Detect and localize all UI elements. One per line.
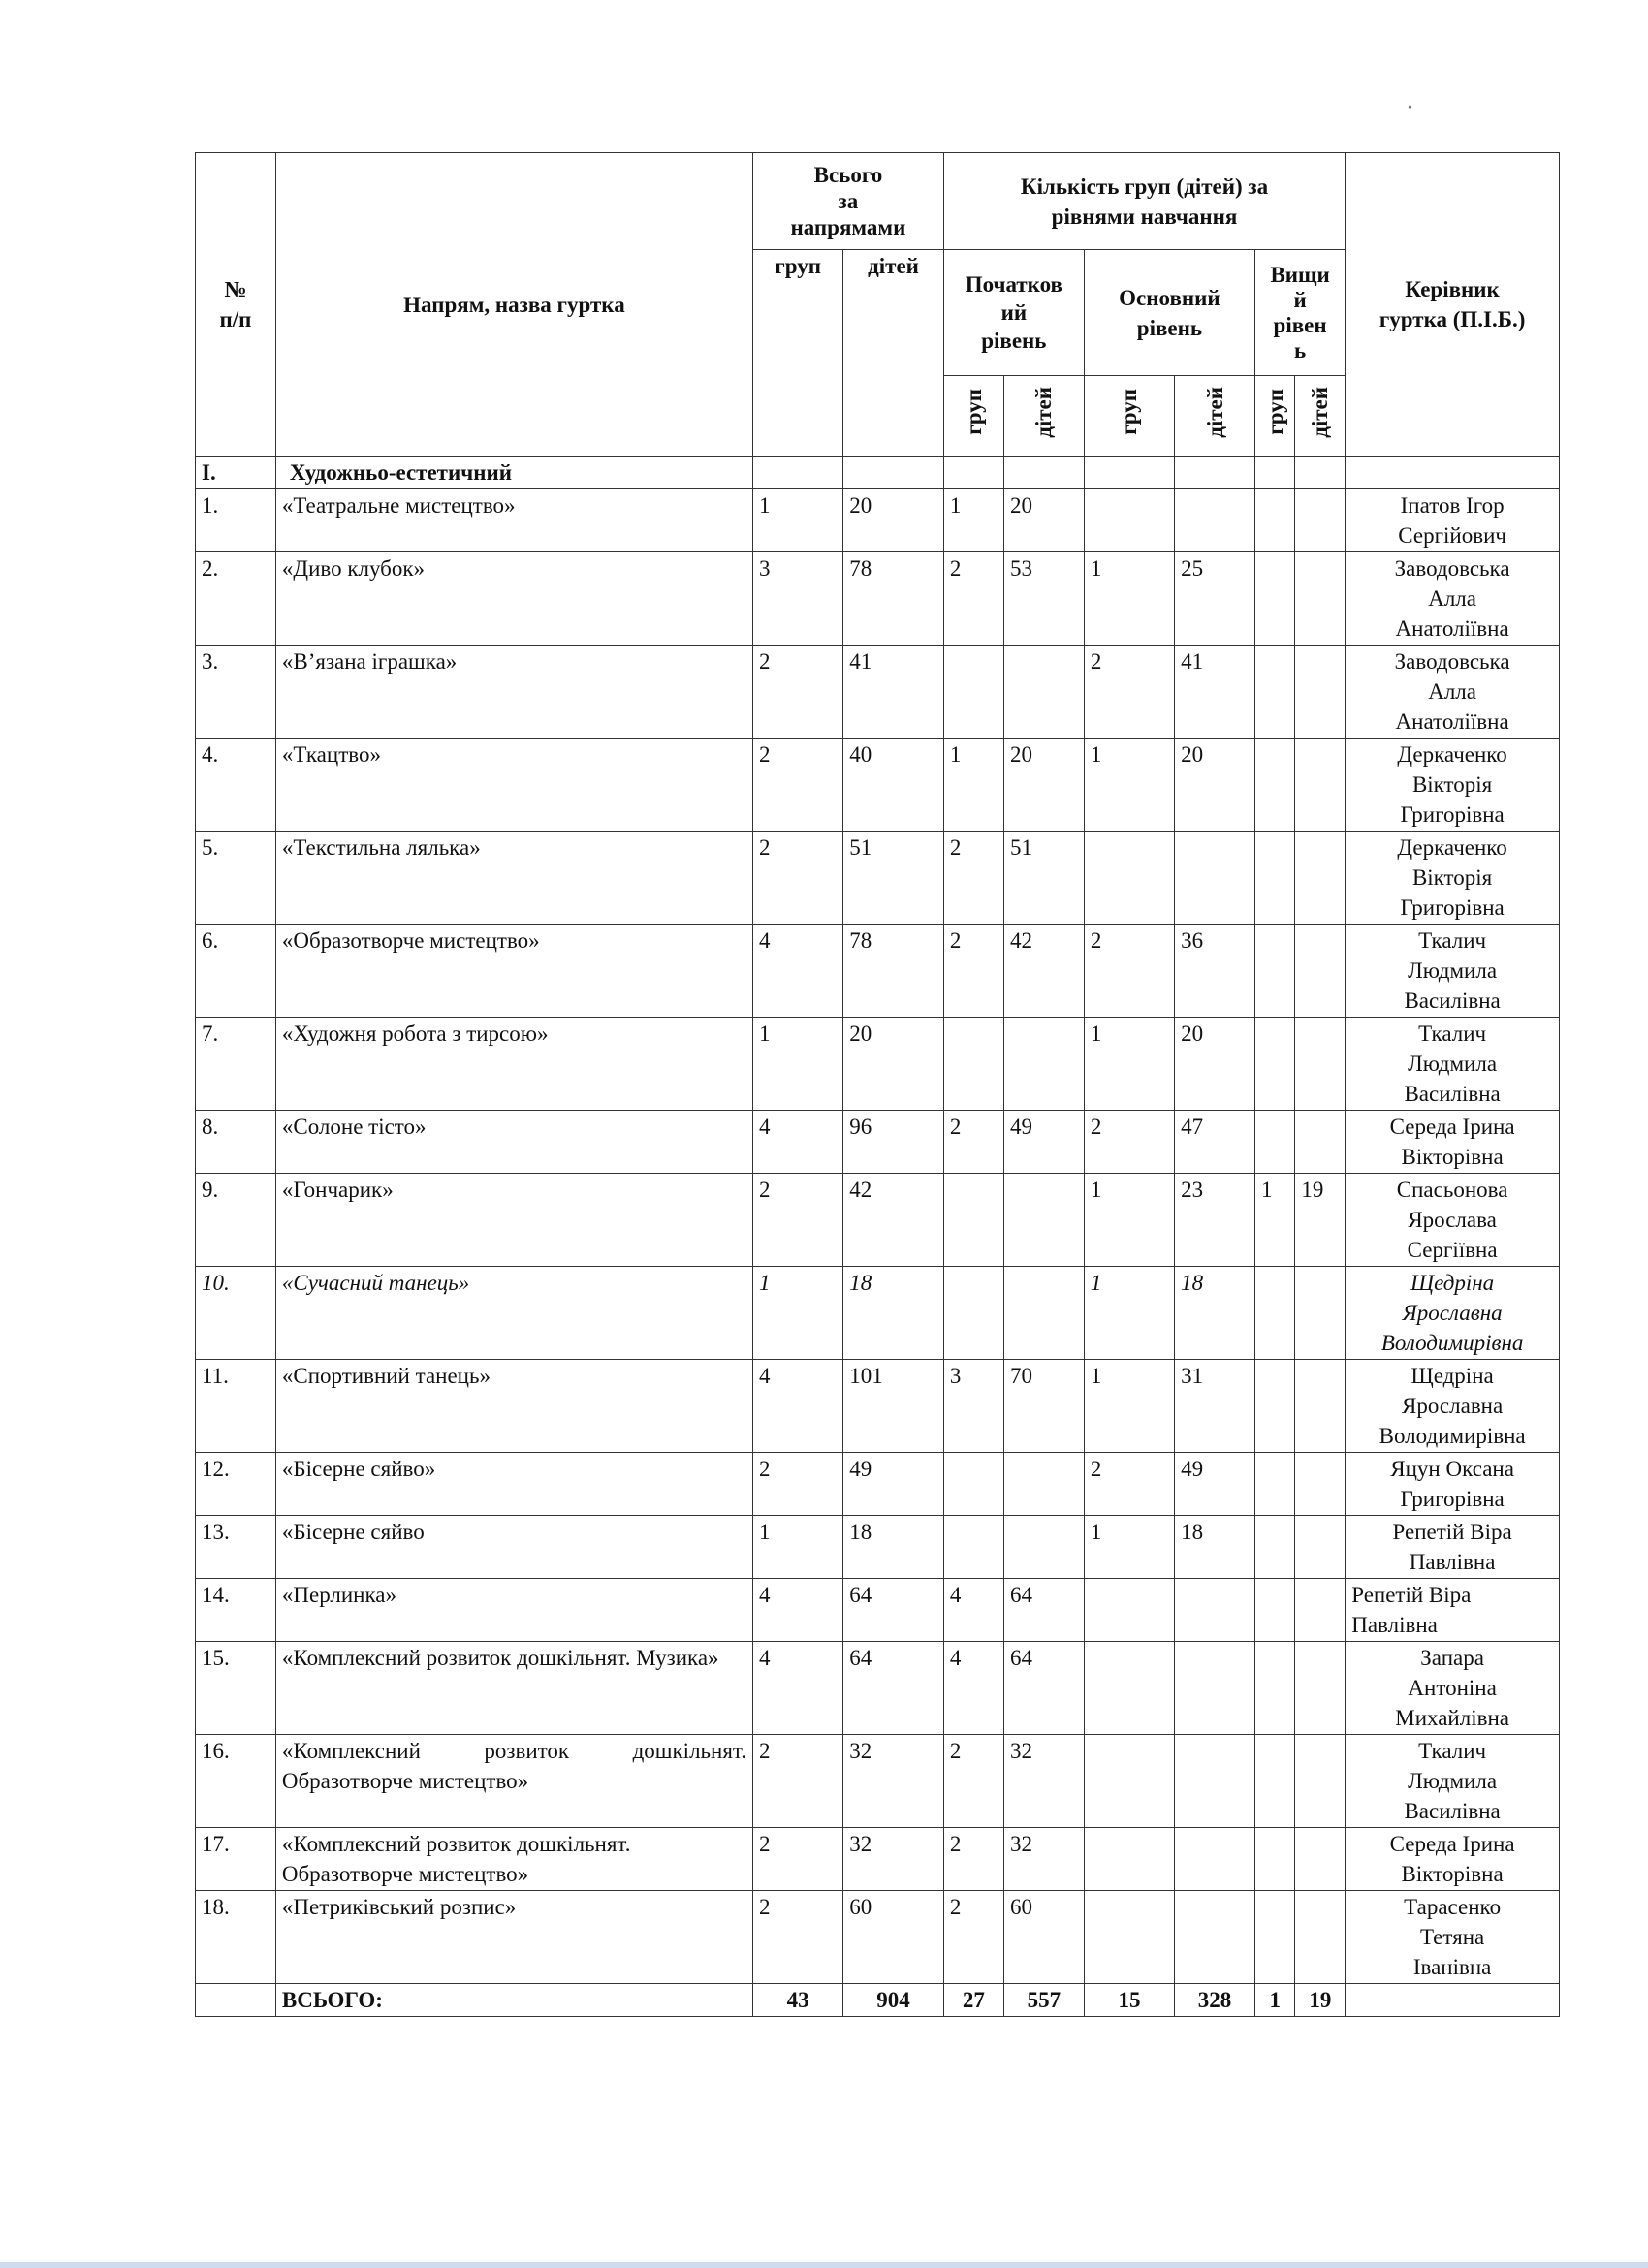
row-number: 7.: [196, 1018, 276, 1111]
cell-initial-groups: 2: [943, 832, 1003, 925]
cell-children: 49: [843, 1453, 944, 1516]
total-initial-groups: 27: [943, 1984, 1003, 2017]
cell-basic-groups: 1: [1084, 739, 1174, 832]
cell-children: 78: [843, 925, 944, 1018]
cell-groups: 4: [753, 1360, 843, 1453]
table-row: [196, 1174, 1560, 1267]
row-number: 18.: [196, 1891, 276, 1984]
cell-basic-children: 31: [1175, 1360, 1255, 1453]
cell-groups: 1: [753, 1267, 843, 1360]
header-levels: Кількість груп (дітей) за рівнями навчання: [943, 153, 1345, 250]
table-row: [196, 1642, 1560, 1735]
section-title: Художньо-естетичний: [275, 457, 752, 489]
table-row: [196, 1267, 1560, 1360]
cell-basic-children: [1175, 1828, 1255, 1891]
header-basic-level: Основний рівень: [1084, 250, 1254, 376]
cell-higher-groups: [1254, 1111, 1294, 1174]
cell-initial-groups: 2: [943, 925, 1003, 1018]
row-number: 9.: [196, 1174, 276, 1267]
cell-higher-children: [1295, 739, 1346, 832]
total-higher-children: 19: [1295, 1984, 1346, 2017]
cell-initial-groups: 2: [943, 1735, 1003, 1828]
table-row: [196, 1453, 1560, 1516]
cell-children: 51: [843, 832, 944, 925]
cell-initial-groups: 1: [943, 739, 1003, 832]
cell-basic-children: [1175, 832, 1255, 925]
table-row: [196, 1828, 1560, 1891]
cell-initial-groups: 2: [943, 552, 1003, 646]
club-leader: Ткалич Людмила Василівна: [1346, 1735, 1560, 1828]
cell-initial-children: 51: [1003, 832, 1084, 925]
cell-basic-groups: 1: [1084, 1516, 1174, 1579]
club-leader: Середа Ірина Вікторівна: [1346, 1828, 1560, 1891]
header-name: Напрям, назва гуртка: [275, 153, 752, 457]
header-total-children: дітей: [843, 250, 944, 457]
club-name: «Спортивний танець»: [275, 1360, 752, 1453]
cell-initial-groups: [943, 1516, 1003, 1579]
table-row: [196, 832, 1560, 925]
cell-basic-groups: [1084, 1735, 1174, 1828]
table-header: [196, 153, 1560, 457]
cell-initial-children: 53: [1003, 552, 1084, 646]
club-name: «Диво клубок»: [275, 552, 752, 646]
cell-initial-children: 70: [1003, 1360, 1084, 1453]
cell-groups: 4: [753, 1111, 843, 1174]
cell-initial-groups: 4: [943, 1642, 1003, 1735]
cell-groups: 2: [753, 646, 843, 739]
cell-basic-groups: 2: [1084, 1453, 1174, 1516]
cell-basic-children: 20: [1175, 1018, 1255, 1111]
cell-basic-children: 18: [1175, 1516, 1255, 1579]
cell-initial-children: 32: [1003, 1828, 1084, 1891]
club-leader: Щедріна Ярославна Володимирівна: [1346, 1267, 1560, 1360]
cell-higher-children: [1295, 552, 1346, 646]
cell-initial-groups: [943, 1453, 1003, 1516]
cell-basic-children: 25: [1175, 552, 1255, 646]
cell-basic-groups: 1: [1084, 1267, 1174, 1360]
cell-higher-children: [1295, 1516, 1346, 1579]
table-row: [196, 1891, 1560, 1984]
cell-initial-children: [1003, 1018, 1084, 1111]
cell-higher-children: [1295, 1891, 1346, 1984]
table-row: [196, 1735, 1560, 1828]
club-name: «Бісерне сяйво: [275, 1516, 752, 1579]
total-children: 904: [843, 1984, 944, 2017]
header-num: № п/п: [196, 153, 276, 457]
club-name: «Комплексний розвиток дошкільнят. Образотворче мистецтво»: [275, 1735, 752, 1828]
cell-initial-children: [1003, 1453, 1084, 1516]
row-number: 13.: [196, 1516, 276, 1579]
header-basic-groups: [1084, 376, 1174, 457]
cell-children: 18: [843, 1267, 944, 1360]
row-number: 8.: [196, 1111, 276, 1174]
cell-basic-children: [1175, 1735, 1255, 1828]
cell-children: 42: [843, 1174, 944, 1267]
cell-higher-children: [1295, 1453, 1346, 1516]
header-initial-level: Початков ий рівень: [943, 250, 1084, 376]
table-body: [196, 457, 1560, 2017]
row-number: 12.: [196, 1453, 276, 1516]
vertical-label: груп: [1262, 389, 1287, 435]
cell-groups: 1: [753, 1516, 843, 1579]
total-label: ВСЬОГО:: [275, 1984, 752, 2017]
vertical-label: дітей: [1308, 386, 1333, 438]
vertical-label: груп: [1117, 389, 1142, 435]
club-leader: Заводовська Алла Анатоліївна: [1346, 646, 1560, 739]
vertical-label: дітей: [1202, 386, 1227, 438]
cell-higher-groups: [1254, 1018, 1294, 1111]
vertical-label: дітей: [1031, 386, 1057, 438]
club-name: «Комплексний розвиток дошкільнят. Музика»: [275, 1642, 752, 1735]
cell-basic-groups: [1084, 1579, 1174, 1642]
cell-higher-children: [1295, 1111, 1346, 1174]
cell-initial-groups: [943, 1018, 1003, 1111]
section-row: [196, 457, 1560, 489]
cell-higher-children: [1295, 1642, 1346, 1735]
cell-higher-children: [1295, 489, 1346, 552]
cell-initial-children: [1003, 1267, 1084, 1360]
club-name: «Комплексний розвиток дошкільнят. Образотворче мистецтво»: [275, 1828, 752, 1891]
cell-initial-groups: [943, 1174, 1003, 1267]
total-initial-children: 557: [1003, 1984, 1084, 2017]
header-total: Всього за напрямами: [753, 153, 944, 250]
table-row: [196, 1111, 1560, 1174]
cell-higher-groups: 1: [1254, 1174, 1294, 1267]
row-number: 10.: [196, 1267, 276, 1360]
club-name: «В’язана іграшка»: [275, 646, 752, 739]
cell-children: 41: [843, 646, 944, 739]
cell-basic-children: 23: [1175, 1174, 1255, 1267]
cell-higher-groups: [1254, 552, 1294, 646]
cell-initial-groups: 2: [943, 1111, 1003, 1174]
club-leader: Ткалич Людмила Василівна: [1346, 925, 1560, 1018]
cell-basic-groups: 1: [1084, 552, 1174, 646]
cell-basic-groups: [1084, 1642, 1174, 1735]
cell-children: 18: [843, 1516, 944, 1579]
club-name: «Гончарик»: [275, 1174, 752, 1267]
cell-groups: 2: [753, 1891, 843, 1984]
cell-higher-groups: [1254, 1579, 1294, 1642]
row-number: 17.: [196, 1828, 276, 1891]
table-row: [196, 1579, 1560, 1642]
club-leader: Тарасенко Тетяна Іванівна: [1346, 1891, 1560, 1984]
cell-higher-groups: [1254, 1516, 1294, 1579]
cell-initial-children: 64: [1003, 1579, 1084, 1642]
cell-groups: 4: [753, 925, 843, 1018]
cell-higher-groups: [1254, 832, 1294, 925]
row-number: 16.: [196, 1735, 276, 1828]
table-row: [196, 1360, 1560, 1453]
cell-children: 96: [843, 1111, 944, 1174]
cell-basic-children: 49: [1175, 1453, 1255, 1516]
cell-higher-groups: [1254, 1453, 1294, 1516]
cell-basic-groups: 1: [1084, 1018, 1174, 1111]
club-leader: Деркаченко Вікторія Григорівна: [1346, 739, 1560, 832]
cell-children: 60: [843, 1891, 944, 1984]
table-row: [196, 925, 1560, 1018]
club-leader: Середа Ірина Вікторівна: [1346, 1111, 1560, 1174]
header-higher-groups: [1254, 376, 1294, 457]
cell-initial-children: 20: [1003, 739, 1084, 832]
club-leader: Деркаченко Вікторія Григорівна: [1346, 832, 1560, 925]
cell-children: 32: [843, 1828, 944, 1891]
cell-basic-children: 36: [1175, 925, 1255, 1018]
cell-groups: 1: [753, 1018, 843, 1111]
cell-higher-children: 19: [1295, 1174, 1346, 1267]
cell-basic-children: [1175, 1579, 1255, 1642]
header-initial-children: [1003, 376, 1084, 457]
cell-basic-children: 41: [1175, 646, 1255, 739]
cell-initial-children: [1003, 1516, 1084, 1579]
club-name: «Художня робота з тирсою»: [275, 1018, 752, 1111]
club-name: «Солоне тісто»: [275, 1111, 752, 1174]
header-total-groups: груп: [753, 250, 843, 457]
row-number: 15.: [196, 1642, 276, 1735]
row-number: 1.: [196, 489, 276, 552]
header-basic-children: [1175, 376, 1255, 457]
cell-groups: 1: [753, 489, 843, 552]
cell-groups: 2: [753, 1828, 843, 1891]
cell-groups: 2: [753, 739, 843, 832]
cell-groups: 2: [753, 1174, 843, 1267]
cell-basic-groups: [1084, 1891, 1174, 1984]
cell-initial-groups: 2: [943, 1891, 1003, 1984]
cell-initial-children: 32: [1003, 1735, 1084, 1828]
club-name: «Перлинка»: [275, 1579, 752, 1642]
cell-higher-groups: [1254, 1267, 1294, 1360]
table-row: [196, 739, 1560, 832]
club-leader: Ткалич Людмила Василівна: [1346, 1018, 1560, 1111]
cell-higher-groups: [1254, 489, 1294, 552]
cell-initial-children: 42: [1003, 925, 1084, 1018]
cell-initial-groups: [943, 1267, 1003, 1360]
cell-basic-children: 47: [1175, 1111, 1255, 1174]
cell-basic-groups: 2: [1084, 925, 1174, 1018]
club-name: «Петриківський розпис»: [275, 1891, 752, 1984]
club-leader: Репетій Віра Павлівна: [1346, 1516, 1560, 1579]
cell-higher-groups: [1254, 739, 1294, 832]
cell-children: 64: [843, 1579, 944, 1642]
cell-initial-children: 49: [1003, 1111, 1084, 1174]
cell-basic-children: 18: [1175, 1267, 1255, 1360]
row-number: 3.: [196, 646, 276, 739]
cell-initial-children: 60: [1003, 1891, 1084, 1984]
section-num: І.: [196, 457, 276, 489]
cell-groups: 2: [753, 1735, 843, 1828]
club-leader: Спасьонова Ярослава Сергіївна: [1346, 1174, 1560, 1267]
club-name: «Ткацтво»: [275, 739, 752, 832]
cell-basic-groups: 1: [1084, 1360, 1174, 1453]
clubs-table: [195, 152, 1560, 2017]
cell-higher-children: [1295, 925, 1346, 1018]
row-number: 2.: [196, 552, 276, 646]
cell-higher-groups: [1254, 1891, 1294, 1984]
header-higher-children: [1295, 376, 1346, 457]
header-higher-level: Вищи й рівен ь: [1254, 250, 1345, 376]
table-row: [196, 489, 1560, 552]
cell-basic-groups: [1084, 832, 1174, 925]
club-leader: Репетій Віра Павлівна: [1346, 1579, 1560, 1642]
scan-speck: •: [1408, 101, 1412, 115]
row-number: 11.: [196, 1360, 276, 1453]
cell-groups: 2: [753, 832, 843, 925]
row-number: 14.: [196, 1579, 276, 1642]
scan-edge: [0, 2262, 1648, 2268]
row-number: 6.: [196, 925, 276, 1018]
total-row: [196, 1984, 1560, 2017]
vertical-label: груп: [961, 389, 986, 435]
cell-children: 64: [843, 1642, 944, 1735]
cell-groups: 4: [753, 1579, 843, 1642]
cell-higher-groups: [1254, 925, 1294, 1018]
cell-basic-groups: 2: [1084, 1111, 1174, 1174]
club-leader: Щедріна Ярославна Володимирівна: [1346, 1360, 1560, 1453]
cell-initial-children: 64: [1003, 1642, 1084, 1735]
header-leader: Керівник гуртка (П.І.Б.): [1346, 153, 1560, 457]
cell-basic-groups: 1: [1084, 1174, 1174, 1267]
total-higher-groups: 1: [1254, 1984, 1294, 2017]
cell-children: 40: [843, 739, 944, 832]
cell-initial-groups: 4: [943, 1579, 1003, 1642]
cell-basic-groups: [1084, 489, 1174, 552]
club-name: «Театральне мистецтво»: [275, 489, 752, 552]
cell-initial-children: 20: [1003, 489, 1084, 552]
club-leader: Яцун Оксана Григорівна: [1346, 1453, 1560, 1516]
cell-basic-children: [1175, 1642, 1255, 1735]
club-leader: Запара Антоніна Михайлівна: [1346, 1642, 1560, 1735]
cell-higher-children: [1295, 1018, 1346, 1111]
cell-basic-children: [1175, 489, 1255, 552]
club-name: «Сучасний танець»: [275, 1267, 752, 1360]
cell-higher-groups: [1254, 646, 1294, 739]
club-name: «Образотворче мистецтво»: [275, 925, 752, 1018]
cell-initial-groups: 2: [943, 1828, 1003, 1891]
cell-higher-groups: [1254, 1360, 1294, 1453]
row-number: 4.: [196, 739, 276, 832]
cell-children: 32: [843, 1735, 944, 1828]
total-basic-groups: 15: [1084, 1984, 1174, 2017]
cell-higher-children: [1295, 646, 1346, 739]
cell-groups: 4: [753, 1642, 843, 1735]
cell-initial-groups: [943, 646, 1003, 739]
club-name: «Текстильна лялька»: [275, 832, 752, 925]
club-leader: Заводовська Алла Анатоліївна: [1346, 552, 1560, 646]
table-row: [196, 646, 1560, 739]
cell-initial-groups: 1: [943, 489, 1003, 552]
cell-children: 78: [843, 552, 944, 646]
cell-children: 101: [843, 1360, 944, 1453]
table-row: [196, 552, 1560, 646]
header-initial-groups: [943, 376, 1003, 457]
cell-higher-groups: [1254, 1828, 1294, 1891]
cell-basic-children: 20: [1175, 739, 1255, 832]
cell-groups: 3: [753, 552, 843, 646]
cell-higher-children: [1295, 1735, 1346, 1828]
cell-initial-children: [1003, 646, 1084, 739]
cell-higher-groups: [1254, 1642, 1294, 1735]
cell-basic-children: [1175, 1891, 1255, 1984]
total-basic-children: 328: [1175, 1984, 1255, 2017]
cell-basic-groups: 2: [1084, 646, 1174, 739]
cell-children: 20: [843, 489, 944, 552]
cell-higher-children: [1295, 832, 1346, 925]
row-number: 5.: [196, 832, 276, 925]
cell-initial-children: [1003, 1174, 1084, 1267]
cell-higher-children: [1295, 1360, 1346, 1453]
table-row: [196, 1018, 1560, 1111]
club-name: «Бісерне сяйво»: [275, 1453, 752, 1516]
cell-higher-groups: [1254, 1735, 1294, 1828]
cell-higher-children: [1295, 1828, 1346, 1891]
cell-initial-groups: 3: [943, 1360, 1003, 1453]
total-groups: 43: [753, 1984, 843, 2017]
table-row: [196, 1516, 1560, 1579]
cell-basic-groups: [1084, 1828, 1174, 1891]
cell-groups: 2: [753, 1453, 843, 1516]
cell-children: 20: [843, 1018, 944, 1111]
club-leader: Іпатов Ігор Сергійович: [1346, 489, 1560, 552]
cell-higher-children: [1295, 1579, 1346, 1642]
cell-higher-children: [1295, 1267, 1346, 1360]
